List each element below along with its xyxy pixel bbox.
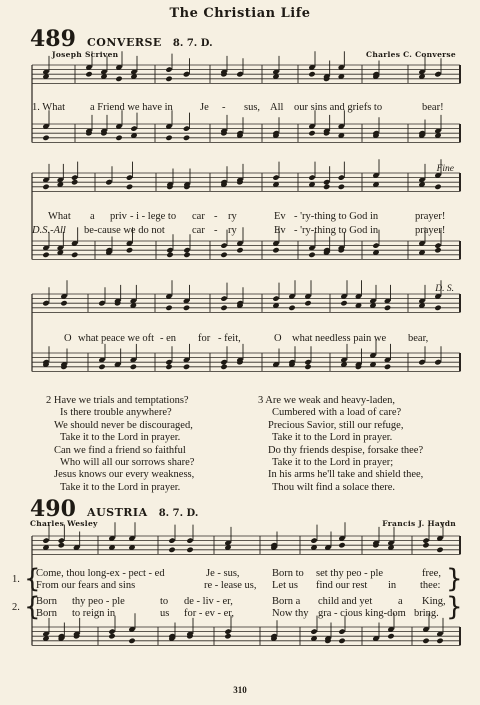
lyric: ry — [228, 211, 237, 222]
lyric: car — [192, 225, 205, 236]
lyric: child and yet — [318, 596, 373, 607]
lyric: car — [192, 211, 205, 222]
lyric: Come, thou long-ex - pect - ed — [36, 568, 165, 579]
lyric: what needless pain we — [292, 333, 387, 344]
note-head — [436, 547, 443, 553]
verse-line: Take it to the Lord in prayer. — [60, 432, 181, 444]
meter: 8. 7. D. — [158, 508, 199, 519]
note-head — [126, 184, 133, 190]
lyric-line-2 — [32, 211, 462, 225]
lyric: - — [222, 102, 226, 113]
verse-line: Cumbered with a load of care? — [272, 407, 402, 419]
note-head — [108, 633, 115, 639]
verse-line: 3 Are we weak and heavy-laden, — [258, 395, 396, 406]
lyric: sus, — [244, 102, 261, 113]
lyric: our sins and griefs to — [294, 102, 383, 113]
lyric: prayer! — [415, 211, 446, 222]
note-head — [98, 364, 105, 370]
lyric: find our rest — [316, 580, 368, 591]
lyric-line-3 — [32, 333, 462, 347]
ds-marker: D. S. — [435, 284, 454, 294]
note-head — [183, 364, 190, 370]
composer-credit: Charles C. Converse — [366, 50, 456, 59]
note-head — [183, 252, 190, 258]
lyric: ry — [228, 225, 237, 236]
verse-line: Take it to the Lord in prayer. — [60, 481, 181, 493]
verse-line: Is there trouble anywhere? — [60, 407, 172, 419]
verse-line: Thou wilt find a solace there. — [272, 481, 396, 493]
note-head — [165, 305, 172, 311]
lyric: de - liv - er, — [184, 596, 233, 607]
lyric: a — [398, 596, 403, 607]
hymn-number: 489 — [30, 26, 76, 52]
verse-line: Can we find a friend so faithful — [54, 444, 186, 456]
lyric: us — [160, 608, 170, 619]
tune-name: CONVERSE — [87, 36, 162, 49]
note-head — [42, 184, 49, 190]
note-head — [422, 542, 429, 548]
composer-credit: Francis J. Haydn — [382, 519, 456, 528]
note-head — [338, 184, 345, 190]
lyric: O — [64, 333, 72, 344]
lyric: 1. What — [32, 102, 66, 113]
note-head — [220, 364, 227, 370]
verse-line: Who will all our sorrows share? — [60, 457, 195, 469]
author-credit: Charles Wesley — [30, 519, 98, 528]
page-number: 310 — [233, 685, 247, 695]
note-head — [434, 247, 441, 253]
lyric: bear, — [408, 333, 429, 344]
verse-num-2: 2. — [12, 602, 20, 613]
note-head — [288, 305, 295, 311]
note-head — [42, 135, 49, 141]
brace-right: } — [446, 592, 463, 622]
note-head — [272, 247, 279, 253]
note-head — [308, 71, 315, 77]
verse-num-1: 1. — [12, 574, 20, 585]
lyric-490-1b — [36, 580, 466, 594]
tune-name: AUSTRIA — [87, 506, 148, 519]
note-head — [130, 364, 137, 370]
note-head — [436, 638, 443, 644]
lyric: for — [198, 333, 211, 344]
lyric: - feit, — [218, 333, 241, 344]
lyric: gra - cious king-dom — [318, 608, 406, 619]
note-head — [308, 130, 315, 136]
verse-line: Jesus knows our every weakness, — [54, 469, 195, 481]
meter: 8. 7. D. — [172, 38, 213, 49]
note-head — [384, 305, 391, 311]
lyric: All — [270, 102, 284, 113]
note-head — [60, 300, 67, 306]
note-head — [85, 71, 92, 77]
lyric: thy peo - ple — [72, 596, 125, 607]
note-head — [308, 252, 315, 258]
verse-line: Take it to the Lord in prayer; — [272, 457, 394, 469]
lyric: Born to — [272, 568, 304, 579]
lyric: prayer! — [415, 225, 446, 236]
hymn-number: 490 — [30, 496, 76, 522]
lyric: - 'ry-thing to God in — [294, 211, 379, 222]
note-head — [304, 364, 311, 370]
lyric: free, — [422, 568, 441, 579]
lyric: Je — [200, 102, 209, 113]
note-head — [224, 633, 231, 639]
lyric: a — [90, 211, 95, 222]
lyric: - — [214, 211, 218, 222]
lyric: for - ev - er, — [184, 608, 235, 619]
note-head — [387, 633, 394, 639]
lyric: re - lease us, — [204, 580, 257, 591]
note-head — [128, 638, 135, 644]
note-head — [338, 638, 345, 644]
note-head — [183, 305, 190, 311]
lyric: - en — [160, 333, 177, 344]
note-head — [168, 547, 175, 553]
note-head — [42, 252, 49, 258]
lyric: - 'ry-thing to God in — [294, 225, 379, 236]
lyric: what peace we oft — [78, 333, 155, 344]
verse-3 — [258, 395, 423, 494]
lyric: Ev — [274, 225, 286, 236]
note-head — [115, 76, 122, 82]
lyric: Born — [36, 596, 57, 607]
lyric: priv — [110, 211, 127, 222]
verse-line: Precious Savior, still our refuge, — [268, 419, 404, 431]
fine-marker: Fine — [436, 164, 454, 174]
lyric-490-2b — [36, 608, 466, 622]
lyric: bear! — [422, 102, 444, 113]
note-head — [183, 135, 190, 141]
note-head — [340, 300, 347, 306]
verse-2 — [46, 395, 194, 494]
note-head — [434, 184, 441, 190]
lyric: thee: — [420, 580, 441, 591]
lyric: From our fears and sins — [36, 580, 136, 591]
lyric: King, — [422, 596, 446, 607]
lyric: to reign in — [72, 608, 116, 619]
lyric: Born — [36, 608, 57, 619]
lyric: What — [48, 211, 71, 222]
note-head — [126, 247, 133, 253]
author-credit: Joseph Scriven — [52, 50, 119, 59]
note-head — [384, 364, 391, 370]
lyric: Je - sus, — [206, 568, 240, 579]
note-head — [338, 542, 345, 548]
lyric: - — [214, 225, 218, 236]
lyric: D.S.-All — [32, 225, 66, 236]
note-head — [166, 252, 173, 258]
brace-left: { — [24, 564, 41, 594]
note-head — [115, 135, 122, 141]
lyric: a Friend we have in — [90, 102, 173, 113]
verse-line: Take it to the Lord in prayer. — [272, 432, 393, 444]
page-header: The Christian Life — [169, 6, 311, 21]
note-head — [220, 252, 227, 258]
verse-line: We should never be discouraged, — [54, 419, 193, 431]
lyric: Let us — [272, 580, 298, 591]
note-head — [165, 135, 172, 141]
verse-line: 2 Have we trials and temptations? — [46, 395, 189, 406]
lyric: Ev — [274, 211, 286, 222]
lyric: bring. — [414, 608, 439, 619]
note-head — [304, 300, 311, 306]
lyric: be-cause we do not — [84, 225, 165, 236]
brace-right: } — [446, 564, 463, 594]
verse-line: In his arms he'll take and shield thee, — [268, 469, 424, 481]
lyric: O — [274, 333, 282, 344]
lyric-line-2b — [32, 225, 462, 239]
lyric: Now thy — [272, 608, 309, 619]
note-head — [186, 547, 193, 553]
note-head — [71, 252, 78, 258]
note-head — [236, 247, 243, 253]
note-head — [434, 305, 441, 311]
note-head — [58, 542, 65, 548]
note-head — [220, 305, 227, 311]
lyric: Born a — [272, 596, 301, 607]
note-head — [71, 179, 78, 185]
lyric: set thy peo - ple — [316, 568, 384, 579]
note-head — [323, 184, 330, 190]
lyric: - i - lege to — [130, 211, 177, 222]
note-head — [165, 364, 172, 370]
note-head — [422, 638, 429, 644]
note-head — [165, 76, 172, 82]
lyric: to — [160, 596, 169, 607]
lyric-line-1 — [32, 102, 462, 116]
lyric: in — [388, 580, 397, 591]
brace-left: { — [24, 592, 41, 622]
verse-line: Do thy friends despise, forsake thee? — [268, 444, 424, 456]
